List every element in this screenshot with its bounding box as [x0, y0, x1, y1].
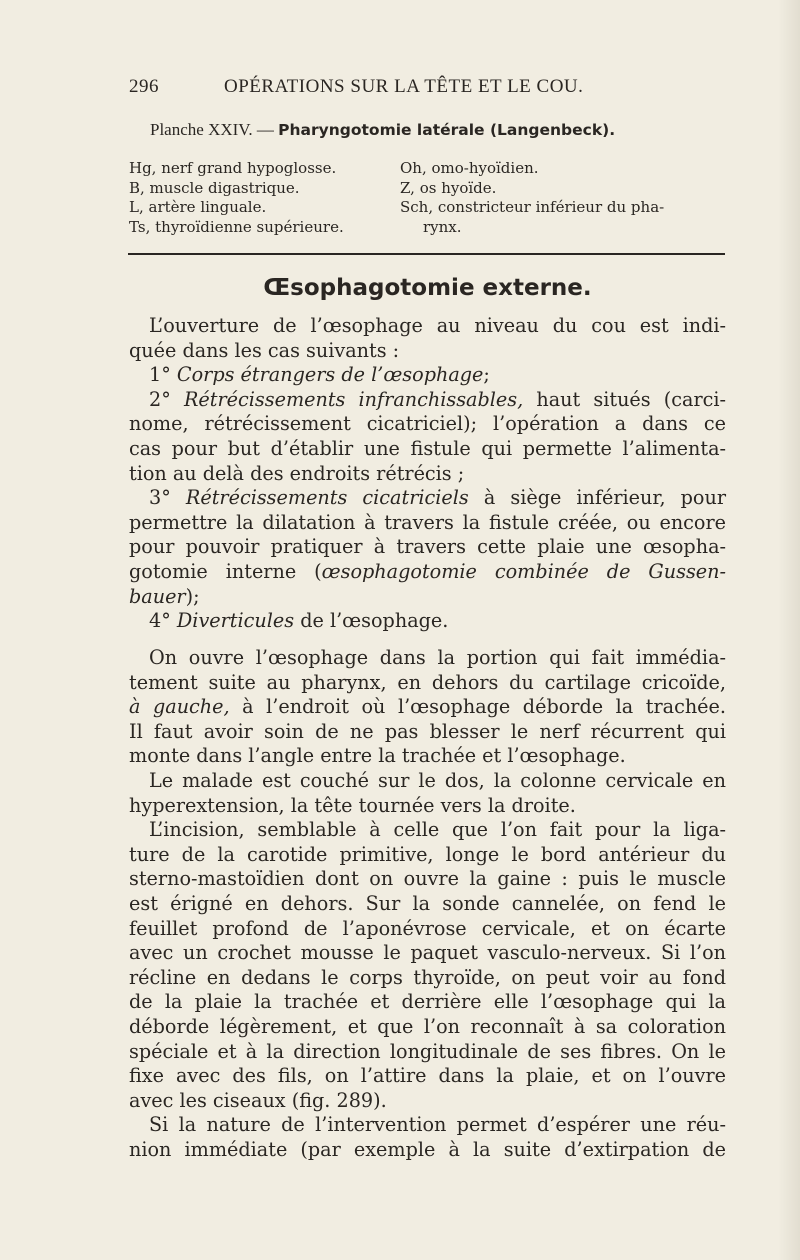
text-line: L’ouverture de l’œsophage au niveau du cou est indi-: [149, 314, 726, 337]
list-number: 3°: [149, 486, 171, 510]
emphasis: Rétrécissements infranchissables,: [183, 387, 524, 411]
plate-caption: [150, 120, 730, 140]
text-line: spéciale et à la direction longitudinale de ses fibres. On le: [129, 1039, 726, 1063]
text-line: hyperextension, la tête tournée vers la droite.: [129, 793, 576, 817]
text-line: feuillet profond de l’aponévrose cervicale, et on écarte: [129, 916, 726, 940]
emphasis: bauer: [129, 584, 186, 608]
text-line: sterno-mastoïdien dont on ouvre la gaine : puis le muscle: [129, 867, 726, 891]
text-line: avec les ciseaux (fig. 289).: [129, 1088, 387, 1112]
text-line: quée dans les cas suivants :: [129, 338, 400, 362]
text-line: Le malade est couché sur le dos, la colonne cervicale en: [149, 768, 726, 792]
running-title: OPÉRATIONS SUR LA TÊTE ET LE COU.: [224, 76, 584, 97]
list-item-4: [129, 609, 726, 634]
list-number: 2°: [149, 387, 171, 411]
legend-entry: B, muscle digastrique.: [129, 178, 300, 197]
legend-entry: Ts, thyroïdienne supérieure.: [129, 217, 344, 236]
legend-entry: L, artère linguale.: [129, 198, 267, 216]
page-edge-shadow: [778, 0, 800, 1260]
text-line: pour pouvoir pratiquer à travers cette plaie une œsopha-: [129, 535, 726, 559]
text-run: );: [185, 584, 200, 608]
text-line: [129, 560, 726, 585]
text-line: nion immédiate (par exemple à la suite d’extirpation de: [129, 1137, 726, 1161]
body-text: [129, 646, 726, 1162]
text-line: tement suite au pharynx, en dehors du cartilage cricoïde,: [129, 670, 726, 694]
legend-entry: rynx.: [423, 217, 462, 236]
text-run: à l’endroit où l’œsophage déborde la trachée.: [229, 695, 726, 719]
text-run: de l’œsophage.: [294, 609, 449, 633]
body-text: [129, 314, 726, 634]
list-number: 4°: [149, 609, 171, 633]
text-line: est érigné en dehors. Sur la sonde cannelée, on fend le: [129, 891, 726, 915]
emphasis: Rétrécissements cicatriciels: [185, 486, 469, 510]
horizontal-rule: [128, 253, 725, 255]
text-line: On ouvre l’œsophage dans la portion qui fait immédia-: [149, 646, 726, 669]
plate-label: Planche XXIV. —: [150, 120, 274, 139]
legend-entry: Sch, constricteur inférieur du pha-: [400, 198, 665, 216]
emphasis: Corps étrangers de l’œsophage: [176, 363, 484, 387]
list-item-3: [129, 486, 726, 511]
text-line: [129, 585, 726, 610]
section-title: Œsophagotomie externe.: [263, 275, 592, 301]
text-run: gotomie interne (: [129, 559, 322, 583]
text-run: à siège inférieur, pour: [468, 486, 727, 510]
list-item-1: [129, 363, 726, 388]
text-line: [129, 695, 726, 720]
text-line: ture de la carotide primitive, longe le bord antérieur du: [129, 842, 726, 866]
text-line: permettre la dilatation à travers la fistule créée, ou encore: [129, 510, 726, 534]
text-line: Si la nature de l’intervention permet d’espérer une réu-: [149, 1113, 726, 1137]
text-line: fixe avec des fils, on l’attire dans la plaie, et on l’ouvre: [129, 1064, 726, 1088]
text-run: haut situés (carci-: [523, 387, 726, 411]
text-line: déborde légèrement, et que l’on reconnaît à sa coloration: [129, 1014, 726, 1038]
text-line: tion au delà des endroits rétrécis ;: [129, 461, 465, 485]
emphasis: à gauche,: [129, 695, 230, 719]
legend-left-column: [129, 159, 399, 237]
legend-entry: Oh, omo-hyoïdien.: [400, 159, 539, 177]
plate-title: Pharyngotomie latérale (Langenbeck).: [278, 121, 616, 139]
emphasis: Diverticules: [176, 609, 295, 633]
legend-entry: Hg, nerf grand hypoglosse.: [129, 159, 337, 177]
text-line: monte dans l’angle entre la trachée et l’œsophage.: [129, 744, 626, 768]
text-line: avec un crochet mousse le paquet vasculo-nerveux. Si l’on: [129, 941, 726, 965]
page-number: 296: [129, 76, 159, 97]
text-line: nome, rétrécissement cicatriciel); l’opération a dans ce: [129, 412, 726, 436]
emphasis: œsophagotomie combinée de Gussen-: [321, 559, 726, 583]
legend-entry: Z, os hyoïde.: [400, 178, 497, 197]
list-item-2: [129, 388, 726, 413]
text-line: cas pour but d’établir une fistule qui permette l’alimenta-: [129, 436, 726, 460]
text-run: ;: [483, 363, 490, 387]
legend-right-column: [400, 159, 730, 237]
list-number: 1°: [149, 363, 171, 387]
text-line: L’incision, semblable à celle que l’on fait pour la liga-: [149, 818, 726, 842]
text-line: Il faut avoir soin de ne pas blesser le nerf récurrent qui: [129, 719, 726, 743]
text-line: de la plaie la trachée et derrière elle l’œsophage qui la: [129, 990, 726, 1014]
running-header: [129, 76, 724, 98]
text-line: récline en dedans le corps thyroïde, on peut voir au fond: [129, 965, 726, 989]
